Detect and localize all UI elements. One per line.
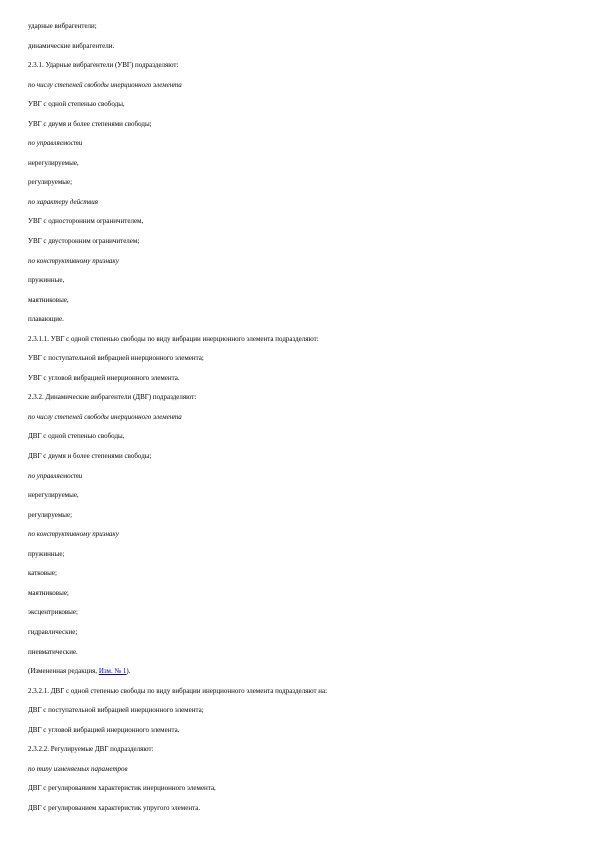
text-line: ДВГ с двумя и более степенями свободы; (28, 452, 152, 461)
classification-criterion: по числу степеней свободы инерционного элемента (28, 412, 182, 421)
section-heading: 2.3.2. Динамические вибрагентели (ДВГ) подразделяют: (28, 393, 197, 402)
classification-criterion: по конструктивному признаку (28, 530, 119, 539)
section-heading: 2.3.1.1. УВГ с одной степенью свободы по виду вибрации инерционного элемента подразделяют: (28, 334, 319, 343)
amendment-note-prefix: (Измененная редакция, (28, 667, 99, 676)
text-line: ДВГ с одной степенью свободы, (28, 432, 125, 441)
text-line: ударные вибрагентели; (28, 22, 97, 30)
text-line: динамические вибрагентели. (28, 41, 115, 50)
classification-criterion: по типу изменяемых параметров (28, 764, 128, 773)
classification-criterion: по управляемости (28, 139, 83, 148)
text-line: ДВГ с поступательной вибрацией инерционного элемента; (28, 706, 204, 715)
amendment-note (28, 667, 568, 675)
text-line: УВГ с одной степенью свободы, (28, 100, 125, 109)
document-body (28, 22, 568, 823)
amendment-link[interactable]: Изм. № 1 (98, 667, 127, 676)
text-line: эксцентриковые; (28, 608, 78, 617)
text-line: УВГ с поступательной вибрацией инерционного элемента; (28, 354, 204, 363)
section-heading: 2.3.2.2. Регулируемые ДВГ подразделяют: (28, 745, 154, 754)
text-line: УВГ с двусторонним ограничителем; (28, 237, 140, 246)
text-line: ДВГ с регулированием характеристик упругого элемента. (28, 803, 201, 812)
text-line: ДВГ с регулированием характеристик инерционного элемента, (28, 784, 216, 793)
text-line: нерегулируемые, (28, 158, 79, 167)
text-line: пружинные, (28, 276, 65, 285)
classification-criterion: по управляемости (28, 471, 83, 480)
section-heading: 2.3.2.1. ДВГ с одной степенью свободы по виду вибрации инерционного элемента подразделяют на: (28, 686, 328, 695)
text-line: ДВГ с угловой вибрацией инерционного элемента. (28, 725, 180, 734)
text-line: УВГ с односторонним ограничителем, (28, 217, 144, 226)
amendment-note-suffix: ). (126, 667, 131, 676)
text-line: пневматические. (28, 647, 78, 656)
classification-criterion: по характеру действия (28, 197, 99, 206)
text-line: катковые; (28, 569, 57, 578)
text-line: гидравлические; (28, 627, 78, 636)
text-line: маятниковые; (28, 588, 69, 597)
text-line: плавающие. (28, 315, 64, 324)
text-line: пружинные; (28, 549, 65, 558)
text-line: регулируемые; (28, 178, 73, 187)
classification-criterion: по конструктивному признаку (28, 256, 119, 265)
text-line: УВГ с угловой вибрацией инерционного элемента. (28, 373, 180, 382)
text-line: маятниковые, (28, 295, 69, 304)
text-line: регулируемые; (28, 510, 73, 519)
classification-criterion: по числу степеней свободы инерционного элемента (28, 80, 182, 89)
section-heading: 2.3.1. Ударные вибрагентели (УВГ) подразделяют: (28, 61, 179, 70)
text-line: УВГ с двумя и более степенями свободы; (28, 119, 152, 128)
text-line: нерегулируемые, (28, 491, 79, 500)
